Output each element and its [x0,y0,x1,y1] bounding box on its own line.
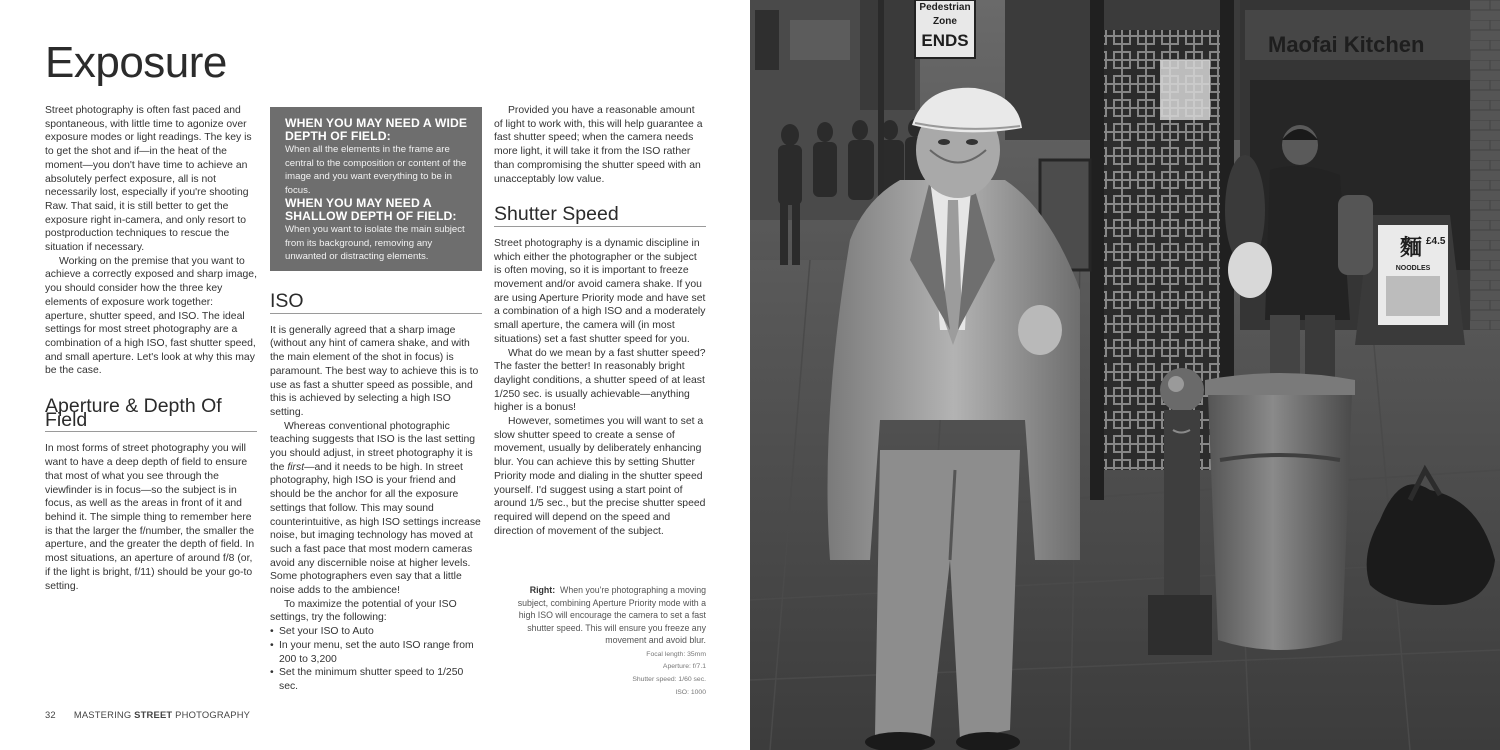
intro-paragraph-1: Street photography is often fast paced and spontaneous, with little time to agonize over exposure modes or light readings. The key is to get the shot and if—in the heat of the moment—you don't have time to achieve an absolutely perfect exposure, all is not necessarily lost, especially if you're shooting Raw. That said, it is still better to get the exposure right in-camera, and only resort to postproduction techniques to rescue the situation if necessary. [45,105,252,254]
page-number: 32 [45,709,56,720]
street-photograph [750,0,1500,750]
book-title: MASTERING STREET PHOTOGRAPHY [73,709,251,720]
column-1 [45,104,257,593]
iso-paragraph-1: It is generally agreed that a sharp image (without any hint of camera shake, and with the main element of the shot in focus) is paramount. The best way to achieve this is to use as fast a shutter speed as possible, and this is achieved by selecting a high ISO setting. [270,324,479,418]
iso-continued-paragraph: Provided you have a reasonable amount of light to work with, this will help guarantee a fast shutter speed; when the camera needs more light, it will take it from the ISO rather than compromising the shutter speed with an unacceptably low value. [494,105,703,185]
intro-paragraph-2: Working on the premise that you want to achieve a correctly exposed and sharp image, you should consider how the three key elements of exposure work together: aperture, shutter speed, and ISO. The ideal settings for most street photography are a combination of a high ISO, fast shutter speed, and small aperture. Let's look at why this may be the case. [45,255,257,377]
page-title: Exposure [45,38,227,87]
column-2 [270,104,482,694]
shutter-paragraph-1: Street photography is a dynamic discipline in which either the photographer or the subject is often moving, so it is important to freeze movement and/or avoid camera shake. If you are using Aperture Priority mode and have set a combination of a high ISO and a moderately small aperture, the camera will (in most situations) set a fast shutter speed for you. [494,237,706,345]
aperture-body: In most forms of street photography you will want to have a deep depth of field to ensure that most of what you see through the viewfinder is in focus—so the subject is in focus, as well as the areas in front of it and behind it. The simple thing to remember here is that the larger the f/number, the smaller the aperture, and the greater the depth of field. In most situations, an aperture of around f/8 (or, if the light is bright, f/11) should be your go-to setting. [45,443,255,592]
page-footer [45,709,250,720]
trash-bin [1205,373,1355,650]
svg-text:Zone: Zone [933,16,957,27]
caption-text: Right: When you're photographing a moving subject, combining Aperture Priority mode with a high ISO will encourage the camera to set a fast shutter speed. This will ensure you freeze any movement and avoid blur. [517,585,706,645]
caption-shutter-speed: Shutter speed: 1/60 sec. [632,676,706,684]
photo-caption [510,584,706,700]
svg-text:Maofai Kitchen: Maofai Kitchen [1268,32,1425,57]
aperture-heading: Aperture & Depth Of Field [45,400,257,432]
shutter-paragraph-3: However, sometimes you will want to set a slow shutter speed to create a sense of movement, usually by deliberately enhancing blur. You can achieve this by setting Shutter Priority mode and dialing in the shutter speed yourself. I'd suggest using a start point of around 1/5 sec., but the precise shutter speed required will depend on the speed and direction of movement of the subject. [494,416,706,537]
iso-paragraph-3: To maximize the potential of your ISO settings, try the following: [270,598,457,624]
wide-dof-text: When all the elements in the frame are central to the composition or content of the image and you want everything to be in focus. [285,144,467,196]
list-item: • In your menu, set the auto ISO range from 200 to 3,200 [270,639,482,666]
list-item: • Set the minimum shutter speed to 1/250 sec. [270,666,482,693]
shallow-dof-heading: WHEN YOU MAY NEED A SHALLOW DEPTH OF FIELD: [285,196,457,223]
shutter-paragraph-2: What do we mean by a fast shutter speed? The faster the better! In reasonably bright daylight conditions, a shutter speed of at least 1/250 sec. is usually achievable—anything higher is a bonus! [494,347,706,414]
shallow-dof-text: When you want to isolate the main subject from its background, removing any unwanted or distracting elements. [285,224,465,262]
svg-text:£4.5: £4.5 [1426,236,1446,247]
caption-iso: ISO: 1000 [675,688,706,696]
pedestrian-zone-sign [915,0,975,58]
caption-aperture: Aperture: f/7.1 [662,663,706,671]
wide-dof-heading: WHEN YOU MAY NEED A WIDE DEPTH OF FIELD: [285,116,468,143]
iso-heading: ISO [270,295,482,314]
iso-paragraph-2: Whereas conventional photographic teaching suggests that ISO is the last setting you should adjust, in street photography it is the first—and it needs to be high. In street photography, high ISO is your friend and should be the anchor for all the exposure settings that follow. This may sound counterintuitive, as high ISO settings increase noise, but imaging technology has moved at such a fast pace that most modern cameras avoid any discernible noise at higher levels. Some photographers even say that a little noise adds to the ambience! [270,420,481,597]
shutter-speed-heading: Shutter Speed [494,208,706,227]
iso-tips-list [270,625,482,694]
list-item: • Set your ISO to Auto [270,625,482,639]
caption-label: Right: [529,585,556,595]
svg-text:NOODLES: NOODLES [1395,265,1431,272]
svg-text:麵: 麵 [1400,235,1423,260]
svg-text:ENDS: ENDS [921,31,969,50]
depth-of-field-sidebar [270,107,482,271]
column-3 [494,104,706,538]
caption-focal-length: Focal length: 35mm [646,650,706,658]
svg-text:Pedestrian: Pedestrian [919,2,971,13]
